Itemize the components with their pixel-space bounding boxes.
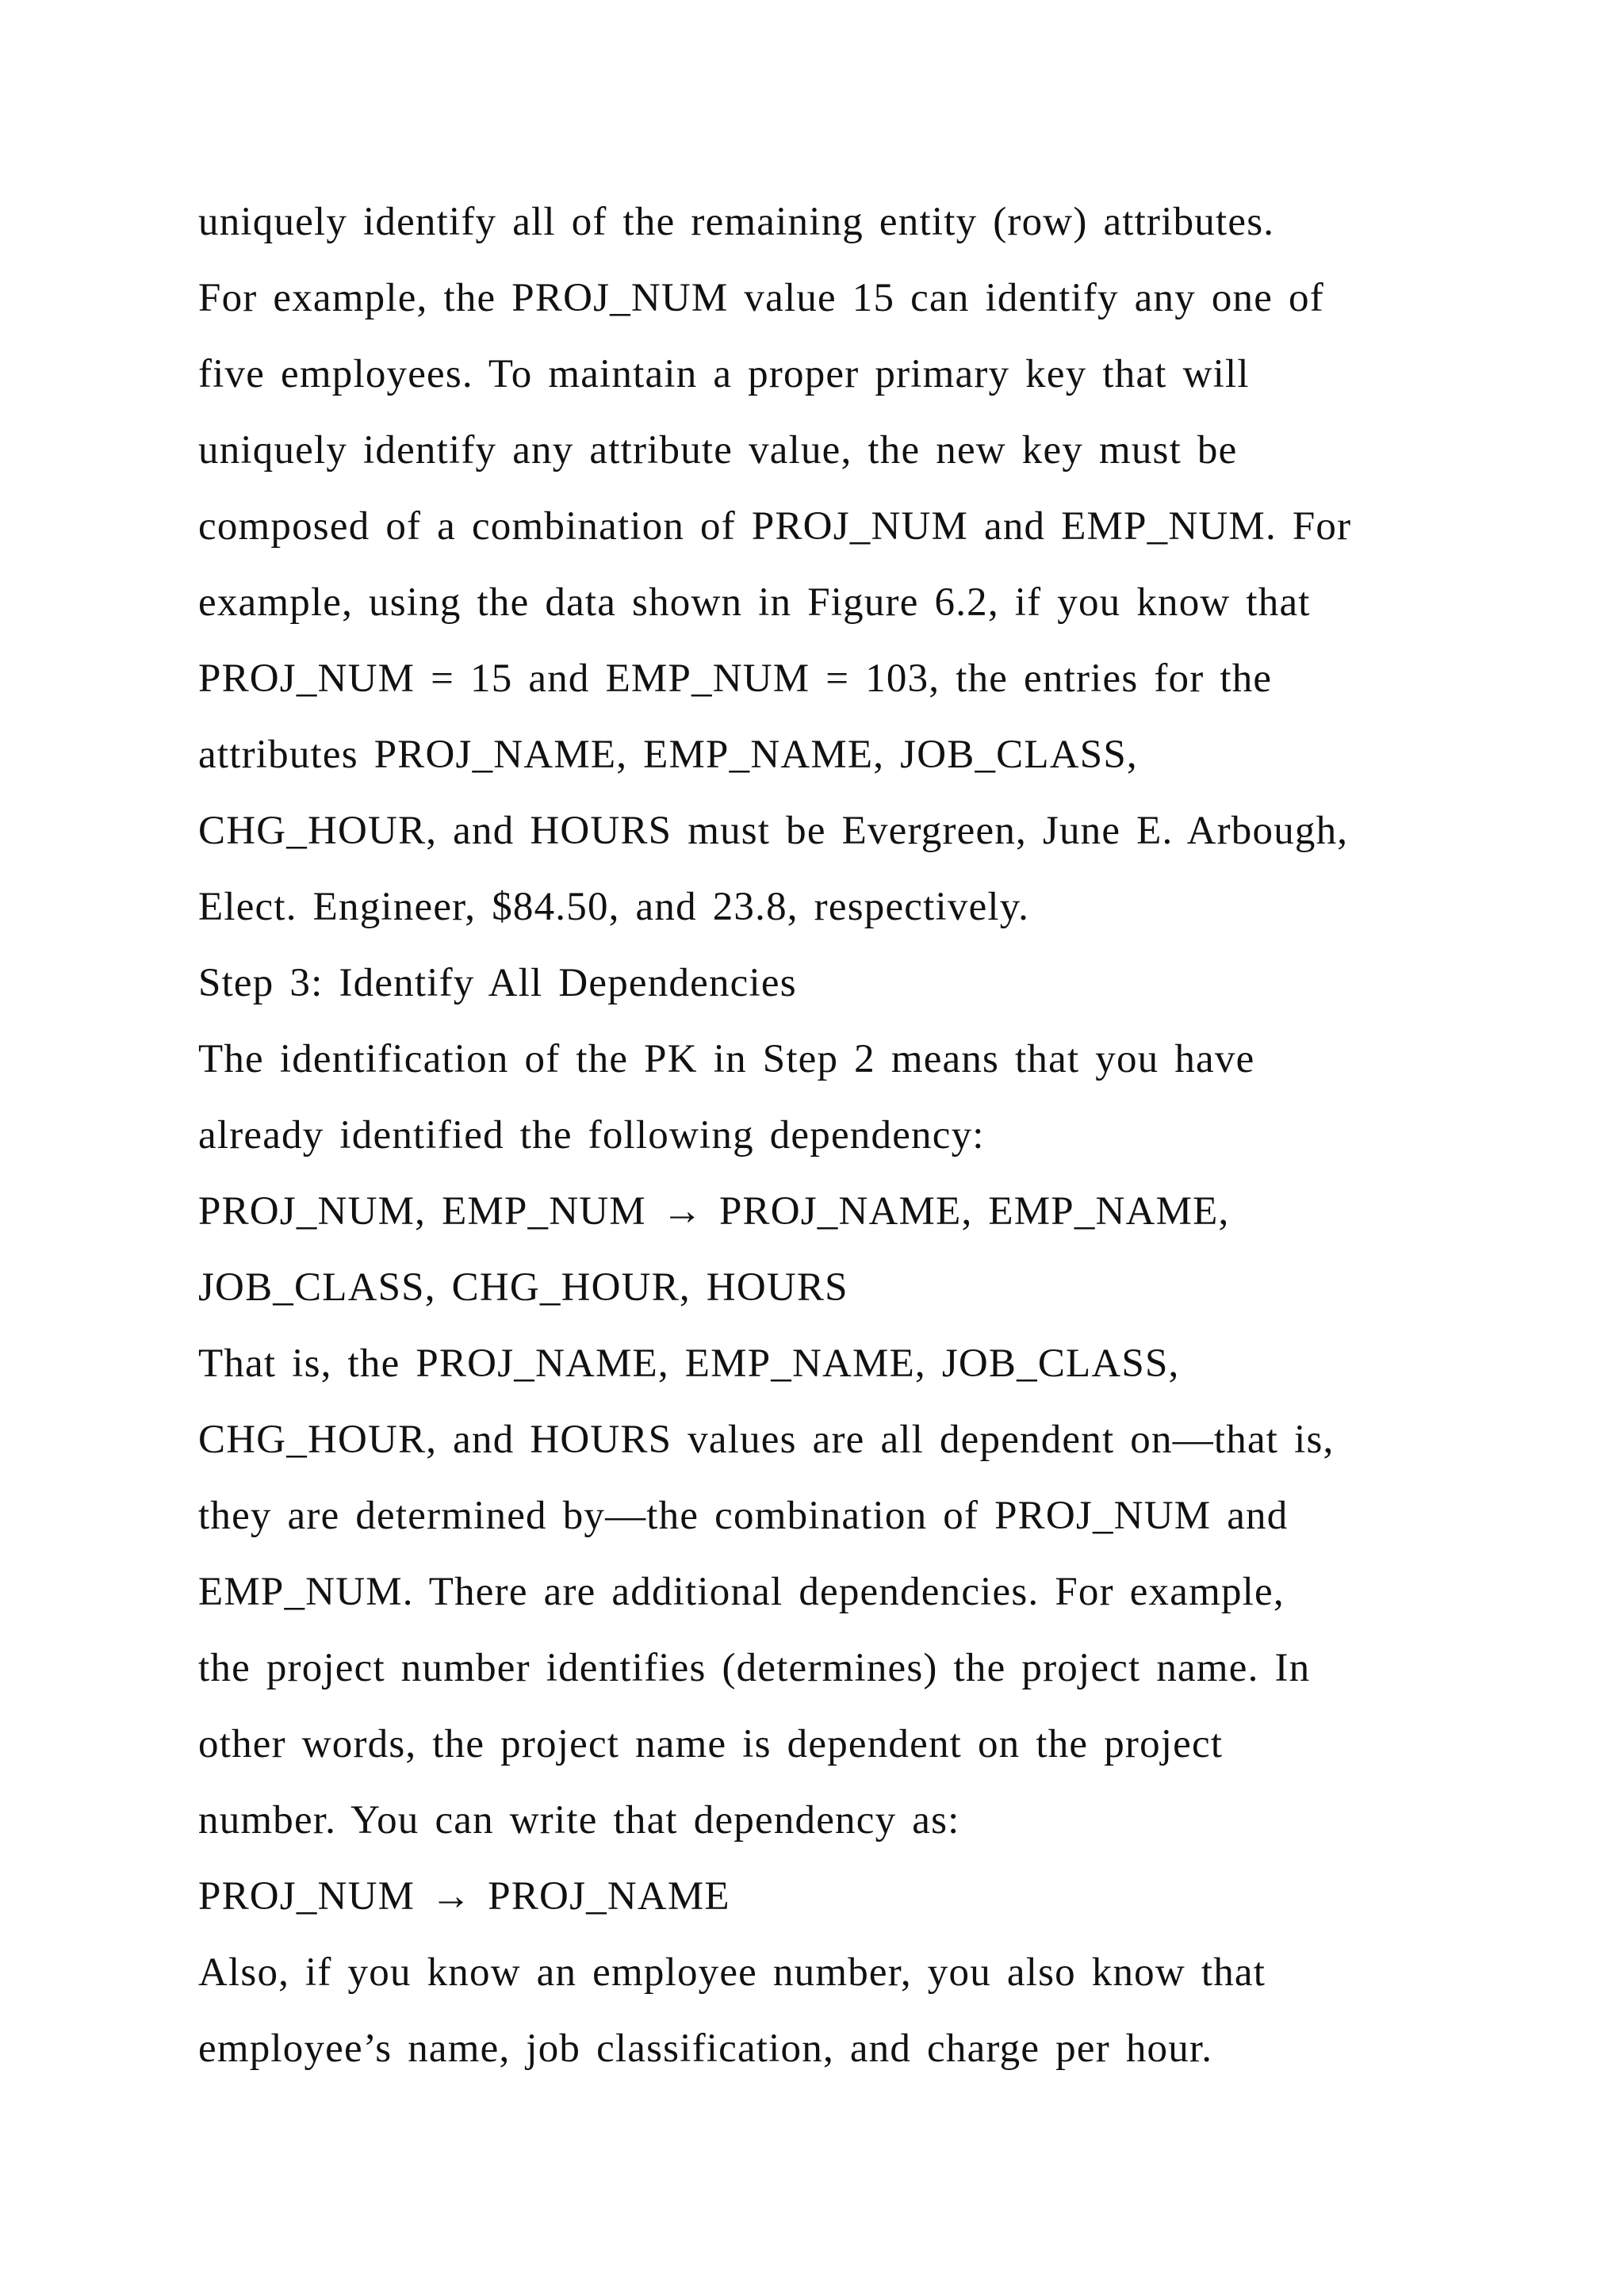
text-line: Also, if you know an employee number, you also know that	[198, 1950, 1266, 1995]
document-body	[198, 184, 1467, 2087]
text-line: example, using the data shown in Figure 6.2, if you know that	[198, 580, 1311, 625]
text-line: Elect. Engineer, $84.50, and 23.8, respectively.	[198, 885, 1030, 929]
dependency-line: PROJ_NUM → PROJ_NAME	[198, 1874, 730, 1919]
text-line: uniquely identify any attribute value, the new key must be	[198, 428, 1238, 473]
text-line: The identification of the PK in Step 2 means that you have	[198, 1037, 1255, 1081]
text-line: already identified the following dependency:	[198, 1113, 985, 1158]
section-heading: Step 3: Identify All Dependencies	[198, 961, 797, 1005]
text-line: CHG_HOUR, and HOURS values are all dependent on—that is,	[198, 1418, 1335, 1462]
text-line: employee’s name, job classification, and charge per hour.	[198, 2026, 1213, 2071]
text-line: they are determined by—the combination of PROJ_NUM and	[198, 1494, 1289, 1538]
text-line: five employees. To maintain a proper primary key that will	[198, 352, 1250, 396]
text-line: other words, the project name is dependent on the project	[198, 1722, 1224, 1766]
dependency-line: JOB_CLASS, CHG_HOUR, HOURS	[198, 1265, 848, 1310]
text-line: EMP_NUM. There are additional dependencies. For example,	[198, 1570, 1285, 1614]
text-line: PROJ_NUM = 15 and EMP_NUM = 103, the entries for the	[198, 656, 1273, 701]
text-line: For example, the PROJ_NUM value 15 can identify any one of	[198, 276, 1324, 320]
text-line: CHG_HOUR, and HOURS must be Evergreen, June E. Arbough,	[198, 809, 1349, 853]
text-line: attributes PROJ_NAME, EMP_NAME, JOB_CLASS,	[198, 733, 1138, 777]
text-line: That is, the PROJ_NAME, EMP_NAME, JOB_CLASS,	[198, 1341, 1180, 1386]
text-line: the project number identifies (determines) the project name. In	[198, 1646, 1311, 1690]
dependency-line: PROJ_NUM, EMP_NUM → PROJ_NAME, EMP_NAME,	[198, 1189, 1230, 1234]
text-line: composed of a combination of PROJ_NUM and EMP_NUM. For	[198, 504, 1352, 549]
text-line: uniquely identify all of the remaining entity (row) attributes.	[198, 200, 1275, 244]
text-line: number. You can write that dependency as:	[198, 1798, 960, 1843]
